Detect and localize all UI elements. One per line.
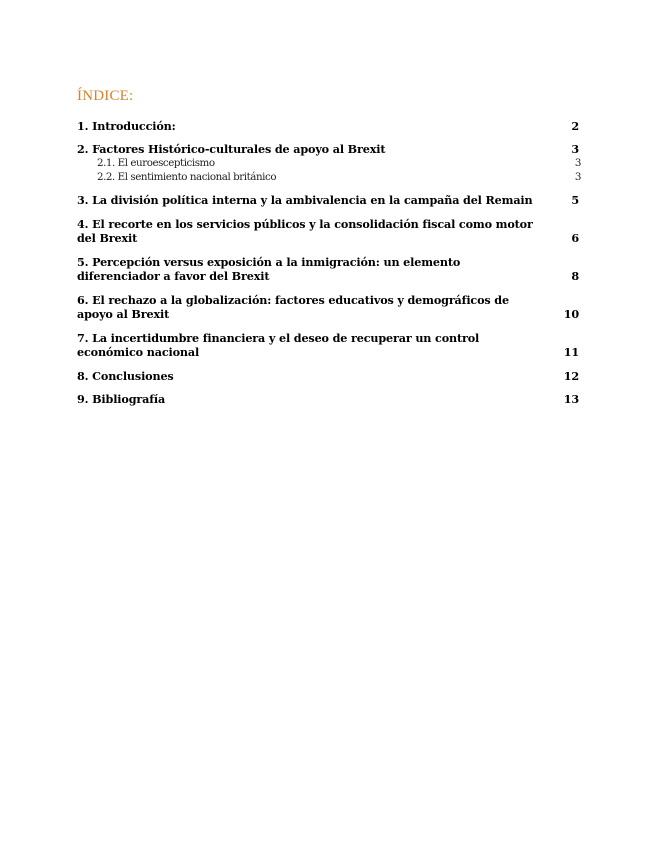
toc-entry-page: 6: [571, 231, 579, 245]
toc-entry-label: 2. Factores Histórico-culturales de apoyo al Brexit: [77, 141, 386, 156]
toc-subentry-euroescepticismo[interactable]: [77, 156, 579, 170]
toc-entry-label: 5. Percepción versus exposición a la inmigración: un elemento diferenciador a favor del Brexit: [77, 254, 461, 283]
toc-entry-label: 3. La división política interna y la ambivalencia en la campaña del Remain: [77, 193, 533, 207]
toc-entry-page: 8: [571, 269, 579, 283]
toc-entry-percepcion-inmigracion[interactable]: [77, 255, 579, 284]
toc-entry-label: 9. Bibliografía: [77, 392, 166, 406]
toc-entry-rechazo-globalizacion[interactable]: [77, 293, 579, 322]
toc-entry-label: 7. La incertidumbre financiera y el deseo de recuperar un control económico nacional: [77, 330, 480, 359]
toc-subentry-page: 3: [574, 157, 581, 169]
toc-entry-division-politica[interactable]: [77, 193, 579, 208]
toc-entry-page: 2: [571, 119, 579, 133]
toc-heading: ÍNDICE:: [77, 88, 134, 104]
toc-entry-label: 6. El rechazo a la globalización: factores educativos y demográficos de apoyo al Brexit: [77, 292, 509, 321]
toc-entry-page: 10: [563, 307, 579, 321]
toc-entry-conclusiones[interactable]: [77, 369, 579, 384]
toc-entry-label: 1. Introducción:: [77, 119, 176, 133]
toc-subentry-sentimiento-nacional[interactable]: [77, 170, 579, 184]
table-of-contents: [77, 86, 579, 407]
toc-subentry-label: 2.2. El sentimiento nacional británico: [97, 171, 277, 183]
toc-entry-factores-historico-culturales[interactable]: [77, 142, 579, 157]
toc-entry-recorte-servicios[interactable]: [77, 217, 579, 246]
toc-subentry-page: 3: [574, 171, 581, 183]
toc-entry-page: 12: [563, 368, 579, 383]
toc-entry-page: 13: [563, 392, 579, 406]
toc-entry-page: 5: [571, 193, 579, 207]
toc-entry-page: 11: [563, 345, 579, 359]
toc-entry-label: 4. El recorte en los servicios públicos y la consolidación fiscal como motor del Brexit: [77, 216, 533, 245]
toc-entry-bibliografia[interactable]: [77, 392, 579, 407]
toc-entry-page: 3: [571, 141, 579, 156]
toc-entry-incertidumbre-financiera[interactable]: [77, 331, 579, 360]
toc-entry-label: 8. Conclusiones: [77, 368, 174, 383]
toc-entry-introduccion[interactable]: [77, 119, 579, 134]
toc-subentry-label: 2.1. El euroescepticismo: [97, 157, 215, 169]
